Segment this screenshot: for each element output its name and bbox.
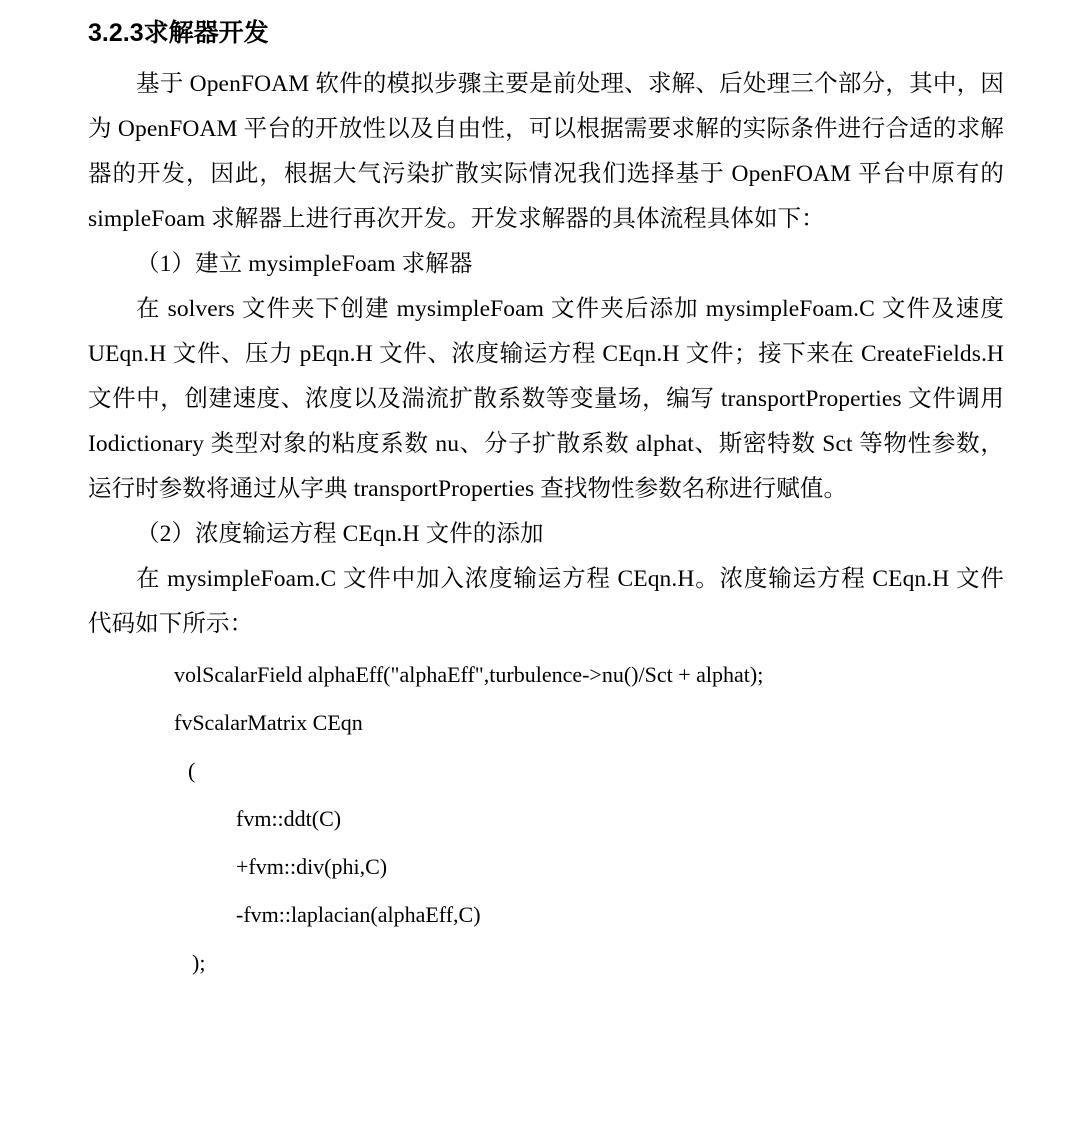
code-block [88, 651, 1004, 987]
code-line: +fvm::div(phi,C) [236, 854, 388, 879]
paragraph-step-2: （2）浓度输运方程 CEqn.H 文件的添加 [136, 521, 544, 547]
page-title: 3.2.3求解器开发 [88, 19, 269, 47]
code-line: ); [192, 950, 206, 975]
code-line: ( [188, 758, 196, 783]
paragraph-step-1-body: 在 solvers 文件夹下创建 mysimpleFoam 文件夹后添加 mysimpleFoam.C 文件及速度 UEqn.H 文件、压力 pEqn.H 文件、浓度输运方程 CEqn.H 文件；接下来在 CreateFields.H 文件中，创建速度、浓度以及湍流扩散系数等变量场，编写 transportProperties 文件调用 Iodictionary 类型对象的粘度系数 nu、分子扩散系数 alphat、斯密特数 Sct 等物性参数，运行时参数将通过从字典 transportProperties 查找物性参数名称进行赋值。 [88, 296, 1004, 502]
paragraph-intro: 基于 OpenFOAM 软件的模拟步骤主要是前处理、求解、后处理三个部分，其中，因为 OpenFOAM 平台的开放性以及自由性，可以根据需要求解的实际条件进行合适的求解器的开发，因此，根据大气污染扩散实际情况我们选择基于 OpenFOAM 平台中原有的 simpleFoam 求解器上进行再次开发。开发求解器的具体流程具体如下： [88, 71, 1004, 232]
code-line: fvScalarMatrix CEqn [174, 710, 363, 735]
code-line: volScalarField alphaEff("alphaEff",turbulence->nu()/Sct + alphat); [174, 662, 764, 687]
code-line: -fvm::laplacian(alphaEff,C) [236, 902, 481, 927]
paragraph-step-2-body: 在 mysimpleFoam.C 文件中加入浓度输运方程 CEqn.H。浓度输运方程 CEqn.H 文件代码如下所示： [88, 566, 1004, 637]
paragraph-step-1: （1）建立 mysimpleFoam 求解器 [136, 251, 473, 277]
code-line: fvm::ddt(C) [236, 806, 342, 831]
